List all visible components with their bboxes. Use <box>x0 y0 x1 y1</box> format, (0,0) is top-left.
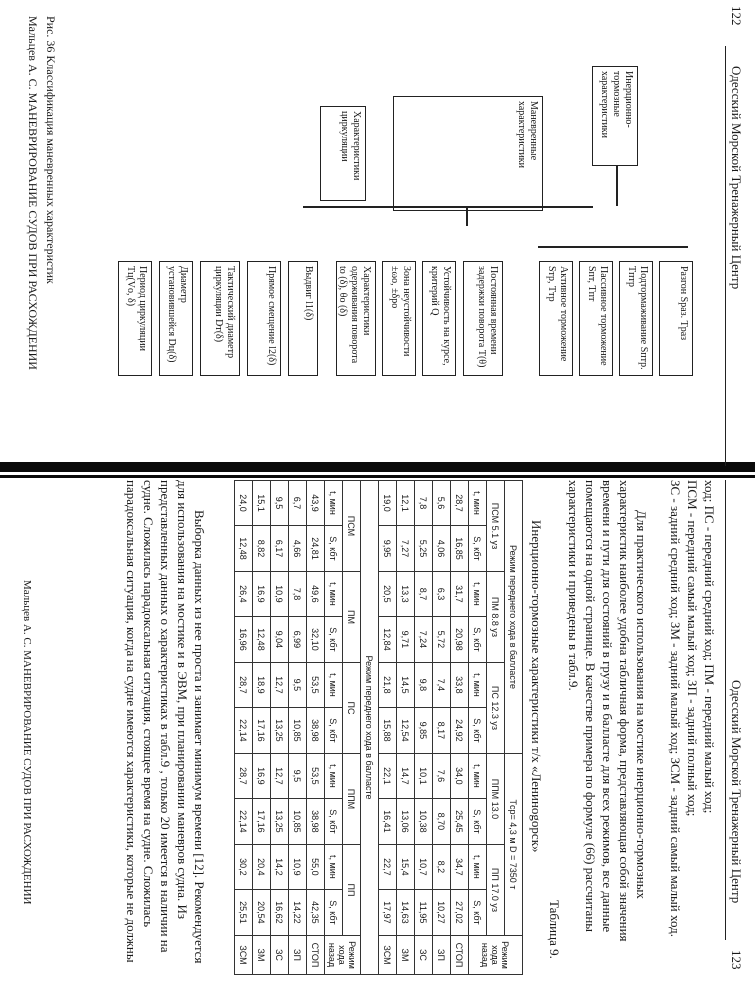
table-row <box>307 481 325 975</box>
table-cell: 15,4 <box>397 844 415 889</box>
table-cell: 43,9 <box>307 481 325 526</box>
table-cell: 4,66 <box>289 525 307 571</box>
table-cell: 24,92 <box>451 707 469 753</box>
table-cell: 14,22 <box>289 889 307 935</box>
inertia-table: Режим переднего хода в балласте Tср= 4,3 м D = 7350 т Режим хода назад ПСМ 5.1 уз ПМ 8.8 уз ПС 12.3 уз ППМ 13.0 ПП 17.0 уз t, мин S, кбт t, мин S, кбт t, мин S, кбт t, мин S, кбт t, мин S, кбт 28,7 16,85 31,7 20,98 33,8 24,92 34,0 25,45 34,7 27,02 СТОП 5,6 4,06 6,3 5,72 7,4 8,17 7,6 8,70 8,2 10,27 ЗП 7,8 5,25 8,7 7,24 9,8 9,85 10,1 10,38 10,7 11,95 ЗС 12,1 7,27 13,3 9,71 14,5 12,54 14,7 13,06 15,4 14,63 ЗМ 19,0 9,95 20,5 12,84 21,8 15,88 22,1 16,41 22,7 17,97 ЗСМ Режим переднего хода в балласте ПСМ ПМ ПС ППМ ПП Режим хода назад t, мин S, кбт t, мин S, кбт t, мин S, кбт t, мин S, кбт t, мин S, кбт 43,9 24,81 49,6 32,10 53,5 38,98 53,5 38,98 55,0 42,35 СТОП 6,7 4,66 7,8 6,99 9,5 10,85 9,5 10,85 10,9 14,22 ЗП 9,5 6,17 10,9 9,04 12,7 13,25 12,7 13,25 14,2 16,62 ЗС 15,1 8,82 16,9 12,48 18,9 17,16 16,9 17,16 20,4 20,54 ЗМ 24,0 12,48 26,4 16,96 28,7 22,14 28,7 22,14 30,2 25,51 ЗСМ <box>234 480 523 975</box>
table-cell: 25,51 <box>235 889 253 935</box>
table-cell: 16,9 <box>253 753 271 798</box>
manev-item: Характеристики одерживания поворота tо (δ), θо (δ) <box>336 261 376 376</box>
table-cell: 7,8 <box>289 571 307 616</box>
table-cell: 31,7 <box>451 571 469 616</box>
table-cell: 20,98 <box>451 616 469 662</box>
column-subheader: t, мин <box>325 753 343 798</box>
table-cell: 5,6 <box>433 481 451 526</box>
circ-item: Тактический диаметр циркуляции Dт(δ) <box>200 261 240 376</box>
table-cell: 10,38 <box>415 798 433 844</box>
closing-paragraph: Выборка данных из нее проста и занимает минимум времени [12]. Рекомендуется для использования на мостике и в ЭВМ, при планировании маневров судна. Из представленных данных о характеристиках в табл.9 , только 20 имеется в наличии на судне. Сложилась парадоксальная ситуация, стоящее время на судне. Сложилась парадоксальная ситуация, когда на судне имеются характеристики, которые не должны <box>124 480 207 964</box>
table-cell: 38,98 <box>307 798 325 844</box>
column-subheader: t, мин <box>469 481 487 526</box>
table-cell: 24,0 <box>235 481 253 526</box>
table-cell: 38,98 <box>307 707 325 753</box>
table-cell: 9,5 <box>271 481 289 526</box>
table-cell: 34,7 <box>451 844 469 889</box>
table-cell: 10,9 <box>289 844 307 889</box>
column-subheader: S, кбт <box>469 616 487 662</box>
table-cell: 26,4 <box>235 571 253 616</box>
left-page <box>8 6 748 466</box>
table-cell: 8,17 <box>433 707 451 753</box>
table-cell: 32,10 <box>307 616 325 662</box>
table-cell: 13,06 <box>397 798 415 844</box>
root-box: Инерционно-тормозные характеристики <box>592 66 638 166</box>
manev-item: Устойчивость на курсе, критерий Q <box>422 261 456 376</box>
table-cell: 9,04 <box>271 616 289 662</box>
table-cell: 16,9 <box>253 571 271 616</box>
table-cell: ЗП <box>433 936 451 975</box>
page-number: 122 <box>729 6 744 26</box>
circ-item: Диаметр установившейся Dц(δ) <box>159 261 193 376</box>
table-cell: 9,85 <box>415 707 433 753</box>
table-cell: ЗС <box>415 936 433 975</box>
page-number: 123 <box>729 950 744 970</box>
table-cell: 12,1 <box>397 481 415 526</box>
right-page <box>8 480 748 980</box>
figure-caption: Рис. 36 Классификация маневренных характеристик <box>44 16 58 284</box>
inertia-item: Пассивное торможение Sпт, Tпт <box>579 261 613 376</box>
header-rule <box>725 480 726 940</box>
table-cell: 53,5 <box>307 753 325 798</box>
header-rule <box>725 46 726 466</box>
table-cell: 12,48 <box>253 616 271 662</box>
table-cell: 19,0 <box>379 481 397 526</box>
column-subheader: t, мин <box>325 662 343 707</box>
table-cell: СТОП <box>307 936 325 975</box>
inertia-item: Разгон Sраз. Tраз <box>659 261 693 376</box>
table-cell: 55,0 <box>307 844 325 889</box>
column-subheader: t, мин <box>469 753 487 798</box>
column-subheader: S, кбт <box>325 798 343 844</box>
table-cell: 15,88 <box>379 707 397 753</box>
table-cell: 9,71 <box>397 616 415 662</box>
table-cell: 25,45 <box>451 798 469 844</box>
circ-item: Прямое смещение l2(δ) <box>247 261 281 376</box>
column-subheader: S, кбт <box>325 616 343 662</box>
manev-item: Постоянная времени задержки поворота T(θ) <box>463 261 503 376</box>
table-cell: 12,48 <box>235 525 253 571</box>
table-cell: 9,5 <box>289 753 307 798</box>
table-cell: 7,4 <box>433 662 451 707</box>
table-cell: 9,8 <box>415 662 433 707</box>
column-subheader: S, кбт <box>325 889 343 935</box>
table-cell: ЗСМ <box>235 936 253 975</box>
table-cell: 42,35 <box>307 889 325 935</box>
inertia-spine <box>538 246 688 248</box>
table-cell: 10,7 <box>415 844 433 889</box>
table-cell: 12,7 <box>271 662 289 707</box>
table-cell: 14,7 <box>397 753 415 798</box>
table-cell: 22,14 <box>235 798 253 844</box>
table-cell: 10,85 <box>289 798 307 844</box>
table-cell: 10,85 <box>289 707 307 753</box>
table-cell: 33,8 <box>451 662 469 707</box>
spine-line <box>303 206 593 208</box>
column-subheader: t, мин <box>469 571 487 616</box>
column-subheader: S, кбт <box>325 707 343 753</box>
page-footer: Мальцев А. С. МАНЕВРИРОВАНИЕ СУДОВ ПРИ РАСХОЖДЕНИИ <box>26 16 40 370</box>
inertia-item: Подтормаживание Sптр. Tптр <box>619 261 653 376</box>
table-cell: 22,1 <box>379 753 397 798</box>
inertia-item: Активное торможение Sтр, Tтр <box>539 261 573 376</box>
table-cell: ЗМ <box>397 936 415 975</box>
table-cell: 15,1 <box>253 481 271 526</box>
table-cell: 4,06 <box>433 525 451 571</box>
page-header <box>724 480 744 980</box>
column-subheader: S, кбт <box>469 707 487 753</box>
table-cell: 7,24 <box>415 616 433 662</box>
table-cell: 13,3 <box>397 571 415 616</box>
table-title: Инерционно-тормозные характеристики т/х «Ленинogорск» <box>529 520 544 853</box>
table-cell: 28,7 <box>235 662 253 707</box>
paragraph: ЗС - задний средний ход; ЗМ - задний малый ход; ЗСМ - задний самый малый ход. <box>668 480 683 937</box>
column-subheader: t, мин <box>325 481 343 526</box>
table-row <box>289 481 307 975</box>
table-cell: 10,9 <box>271 571 289 616</box>
table-cell: 8,82 <box>253 525 271 571</box>
table-cell: 16,62 <box>271 889 289 935</box>
table-cell: 6,3 <box>433 571 451 616</box>
table-cell: 34,0 <box>451 753 469 798</box>
table-cell: 7,6 <box>433 753 451 798</box>
table-cell: 49,6 <box>307 571 325 616</box>
table-cell: 7,8 <box>415 481 433 526</box>
table-row <box>235 481 253 975</box>
table-cell: 17,16 <box>253 798 271 844</box>
column-subheader: t, мин <box>469 662 487 707</box>
column-subheader: t, мин <box>469 844 487 889</box>
table-cell: 13,25 <box>271 707 289 753</box>
circ-box: Характеристики циркуляции <box>320 106 366 201</box>
classification-diagram <box>78 6 718 466</box>
column-subheader: t, мин <box>325 844 343 889</box>
table-cell: ЗС <box>271 936 289 975</box>
table-cell: 9,95 <box>379 525 397 571</box>
table-cell: 6,99 <box>289 616 307 662</box>
table-cell: ЗМ <box>253 936 271 975</box>
column-subheader: t, мин <box>325 571 343 616</box>
table-cell: 24,81 <box>307 525 325 571</box>
table-row <box>397 481 415 975</box>
page-header <box>724 6 744 466</box>
manev-box: Маневренные характеристики <box>393 96 543 211</box>
manev-item: Зона неустойчивости ±ωо, ±δро <box>382 261 416 376</box>
table-cell: 8,7 <box>415 571 433 616</box>
header-title: Одесский Морской Тренажерный Центр <box>729 680 744 904</box>
table-cell: 14,2 <box>271 844 289 889</box>
table-row <box>433 481 451 975</box>
table-cell: 18,9 <box>253 662 271 707</box>
table-cell: ЗП <box>289 936 307 975</box>
column-subheader: S, кбт <box>469 798 487 844</box>
table-cell: 12,54 <box>397 707 415 753</box>
table-cell: 9,5 <box>289 662 307 707</box>
table-cell: 27,02 <box>451 889 469 935</box>
table-cell: 21,8 <box>379 662 397 707</box>
page-footer: Мальцев А. С. МАНЕВРИРОВАНИЕ СУДОВ ПРИ РАСХОЖДЕНИИ <box>21 580 33 905</box>
table-row <box>271 481 289 975</box>
table-cell: 30,2 <box>235 844 253 889</box>
table-cell: 5,72 <box>433 616 451 662</box>
table-row <box>379 481 397 975</box>
table-cell: 10,27 <box>433 889 451 935</box>
table-cell: 14,63 <box>397 889 415 935</box>
table-cell: 8,70 <box>433 798 451 844</box>
branch-line <box>467 206 469 226</box>
table-cell: 13,25 <box>271 798 289 844</box>
table-cell: СТОП <box>451 936 469 975</box>
table-row <box>415 481 433 975</box>
table-cell: 6,17 <box>271 525 289 571</box>
paragraph: ПСМ - передний самый малый ход; ЗП - задний полный ход; <box>685 480 700 817</box>
table-cell: 17,97 <box>379 889 397 935</box>
table-cell: 12,7 <box>271 753 289 798</box>
column-subheader: S, кбт <box>469 889 487 935</box>
table-cell: 6,7 <box>289 481 307 526</box>
table-cell: 17,16 <box>253 707 271 753</box>
paragraph: ход; ПС - передний средний ход; ПМ - передний малый ход; <box>702 480 717 814</box>
table-cell: 7,27 <box>397 525 415 571</box>
table-cell: ЗСМ <box>379 936 397 975</box>
table-cell: 28,7 <box>235 753 253 798</box>
circ-item: Выдвиг l1(δ) <box>288 261 318 376</box>
table-row <box>253 481 271 975</box>
table-cell: 5,25 <box>415 525 433 571</box>
table-cell: 28,7 <box>451 481 469 526</box>
table-cell: 16,96 <box>235 616 253 662</box>
paragraph: Для практического использования на мостике инерционно-тормозных характеристик наиболее удобна табличная форма, представляющая собой значения времени и пути для состояний в грузу и в балласте для всех режимов, все данные помещаются на одной странице. В качестве примера по формуле (66) рассчитаны характеристики и приведены в табл.9. <box>566 480 649 942</box>
table-cell: 53,5 <box>307 662 325 707</box>
table-cell: 10,1 <box>415 753 433 798</box>
table-cell: 22,7 <box>379 844 397 889</box>
circ-item: Период циркуляции Tц(Vо, δ) <box>118 261 152 376</box>
column-subheader: S, кбт <box>469 525 487 571</box>
table-cell: 16,85 <box>451 525 469 571</box>
table-cell: 14,5 <box>397 662 415 707</box>
table-cell: 20,5 <box>379 571 397 616</box>
header-title: Одесский Морской Тренажерный Центр <box>729 66 744 290</box>
table-cell: 20,4 <box>253 844 271 889</box>
table-cell: 11,95 <box>415 889 433 935</box>
table-cell: 12,84 <box>379 616 397 662</box>
table-cell: 22,14 <box>235 707 253 753</box>
table-number: Таблица 9. <box>547 900 562 959</box>
table-cell: 20,54 <box>253 889 271 935</box>
page-separator-thin <box>0 475 755 478</box>
column-subheader: S, кбт <box>325 525 343 571</box>
table-cell: 16,41 <box>379 798 397 844</box>
table-row <box>451 481 469 975</box>
table-cell: 8,2 <box>433 844 451 889</box>
branch-line <box>617 166 619 206</box>
